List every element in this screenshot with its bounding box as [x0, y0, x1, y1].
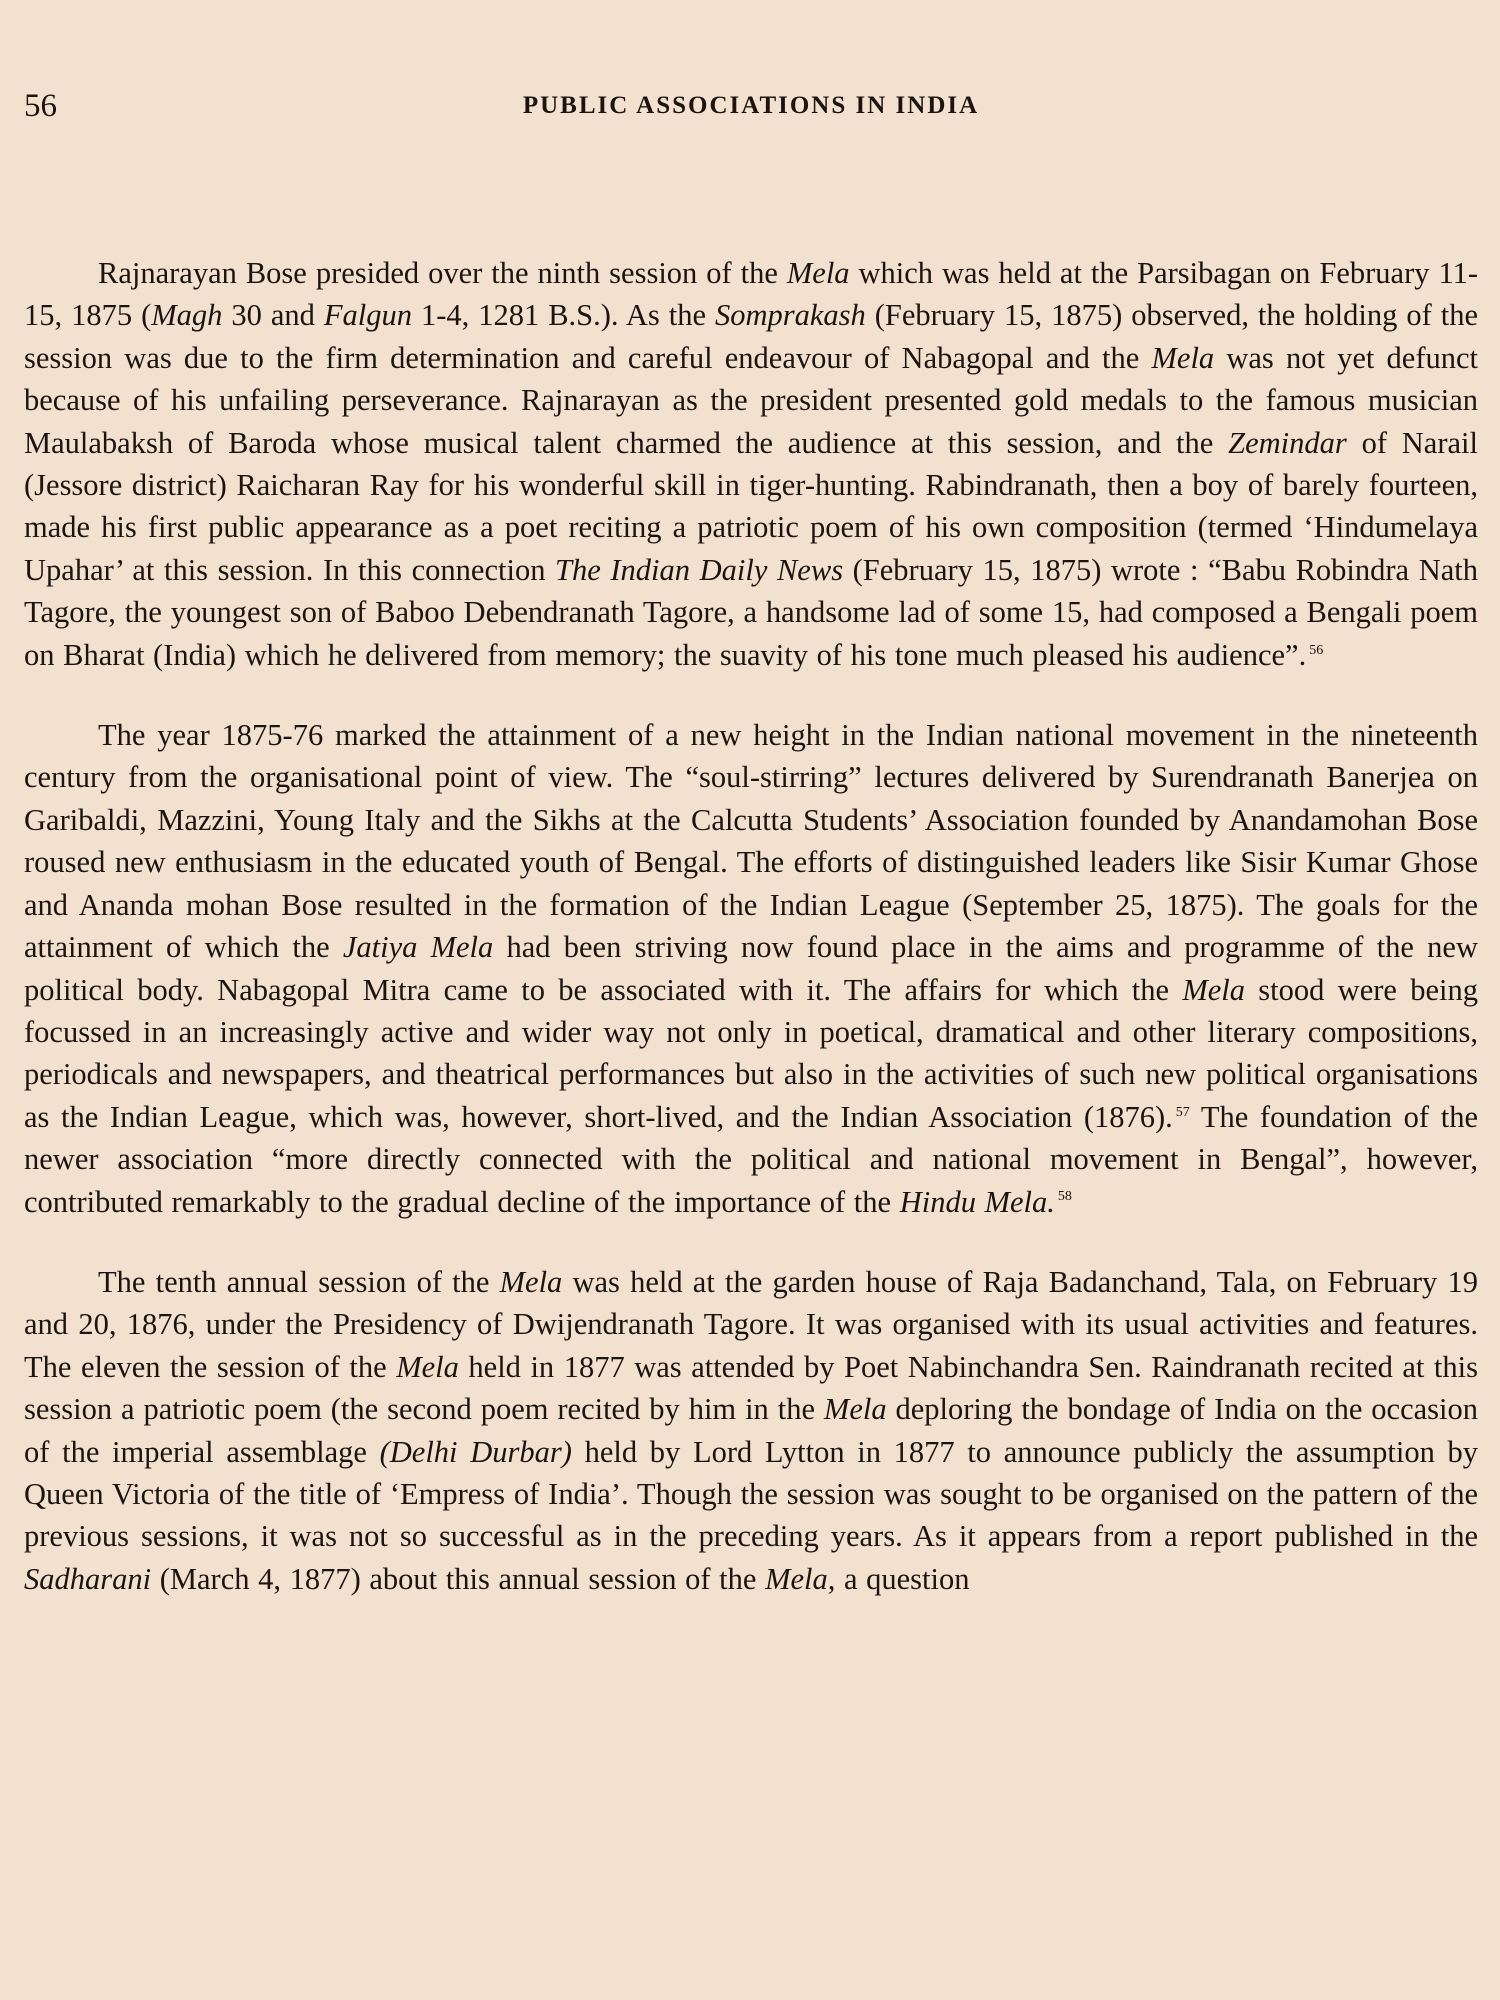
footnote-reference: 57 [1175, 1104, 1190, 1120]
italic-text: Zemindar [1228, 425, 1347, 460]
italic-text: Falgun [323, 298, 412, 333]
italic-text: Mela [786, 256, 850, 290]
italic-text: Jatiya Mela [342, 930, 494, 965]
text-run: (February 15, 1875) wrote : “Babu Robindra Nath Tagore, the youngest son of Baboo Debendranath Tagore, a handsome lad of some 15, had composed a Bengali poem on Bharat (India) which he delivered from memory; the suavity of his tone much pleased his audience”. [24, 552, 1478, 672]
text-run: The foundation of the newer association “more directly connected with the political and national movement in Bengal”, however, contributed remarkably to the gradual decline of the importance of the [24, 1099, 1478, 1219]
italic-text: Sadharani [24, 1561, 152, 1596]
text-run: deploring the bondage of India on the occasion of the imperial assemblage [24, 1392, 1478, 1469]
text-run: (February 15, 1875) observed, the holding of the session was due to the firm determination and careful endeavour of Nabagopal and the [24, 298, 1478, 375]
paragraph [24, 714, 1478, 1223]
text-run: The year 1875-76 marked the attainment of a new height in the Indian national movement in the nineteenth century from the organisational point of view. The “soul-stirring” lectures delivered by Surendranath Banerjea on Garibaldi, Mazzini, Young Italy and the Sikhs at the Calcutta Students’ Association founded by Anandamohan Bose roused new enthusiasm in the educated youth of Bengal. The efforts of distinguished leaders like Sisir Kumar Ghose and Ananda mohan Bose resulted in the formation of the Indian League (September 25, 1875). The goals for the attainment of which the [24, 718, 1478, 965]
text-run: The tenth annual session of the [98, 1264, 500, 1299]
paragraph [24, 252, 1478, 676]
page-header [24, 82, 1478, 132]
page-number: 56 [24, 88, 57, 124]
italic-text: Mela [823, 1392, 887, 1427]
italic-text: Magh [151, 298, 223, 333]
text-run: was not yet defunct because of his unfailing perseverance. Rajnarayan as the president presented gold medals to the famous musician Maulabaksh of Baroda whose musical talent charmed the audience at this session, and the [24, 340, 1479, 460]
italic-text: Mela [396, 1349, 459, 1384]
italic-text: (Delhi Durbar) [379, 1434, 572, 1469]
footnote-reference: 58 [1057, 1189, 1072, 1205]
text-run: (March 4, 1877) about this annual session of the [151, 1561, 766, 1596]
text-run: Rajnarayan Bose presided over the ninth session of the [98, 256, 787, 290]
text-run: a question [835, 1561, 970, 1596]
body-text [24, 252, 1478, 1600]
text-run: held by Lord Lytton in 1877 to announce publicly the assumption by Queen Victoria of the title of ‘Empress of India’. Though the session was sought to be organised on the pattern of the previous sessions, it was not so successful as in the preceding years. As it appears from a report published in the [24, 1434, 1478, 1554]
text-run: of Narail (Jessore district) Raicharan Ray for his wonderful skill in tiger-hunting. Rabindranath, then a boy of barely fourteen, made his first public appearance as a poet reciting a patriotic poem of his own composition (termed ‘Hindumelaya Upahar’ at this session. In this connection [24, 425, 1478, 587]
italic-text: Mela, [765, 1561, 836, 1596]
text-run: stood were being focussed in an increasingly active and wider way not only in poetical, dramatical and other literary compositions, periodicals and newspapers, and theatrical performances but also in the activities of such new political organisations as the Indian League, which was, however, short-lived, and the Indian Association (1876). [24, 972, 1478, 1134]
italic-text: The Indian Daily News [555, 552, 844, 587]
text-run: 30 and [222, 298, 324, 333]
italic-text: Somprakash [714, 298, 866, 333]
running-title: PUBLIC ASSOCIATIONS IN INDIA [522, 92, 980, 119]
text-run: which was held at the Parsibagan on February 11-15, 1875 ( [24, 256, 1478, 333]
text-run: was held at the garden house of Raja Badanchand, Tala, on February 19 and 20, 1876, under the Presidency of Dwijendranath Tagore. It was organised with its usual activities and features. The eleven the session of the [24, 1264, 1478, 1384]
italic-text: Mela [1151, 340, 1215, 375]
italic-text: Mela [499, 1264, 563, 1299]
paragraph [24, 1261, 1478, 1600]
text-run: held in 1877 was attended by Poet Nabinchandra Sen. Raindranath recited at this session a patriotic poem (the second poem recited by him in the [24, 1349, 1478, 1427]
footnote-reference: 56 [1309, 642, 1324, 658]
text-run: had been striving now found place in the aims and programme of the new political body. Nabagopal Mitra came to be associated with it. The affairs for which the [24, 930, 1478, 1007]
text-run: 1-4, 1281 B.S.). As the [412, 298, 715, 333]
italic-text: Hindu Mela. [899, 1184, 1055, 1219]
italic-text: Mela [1182, 972, 1246, 1007]
